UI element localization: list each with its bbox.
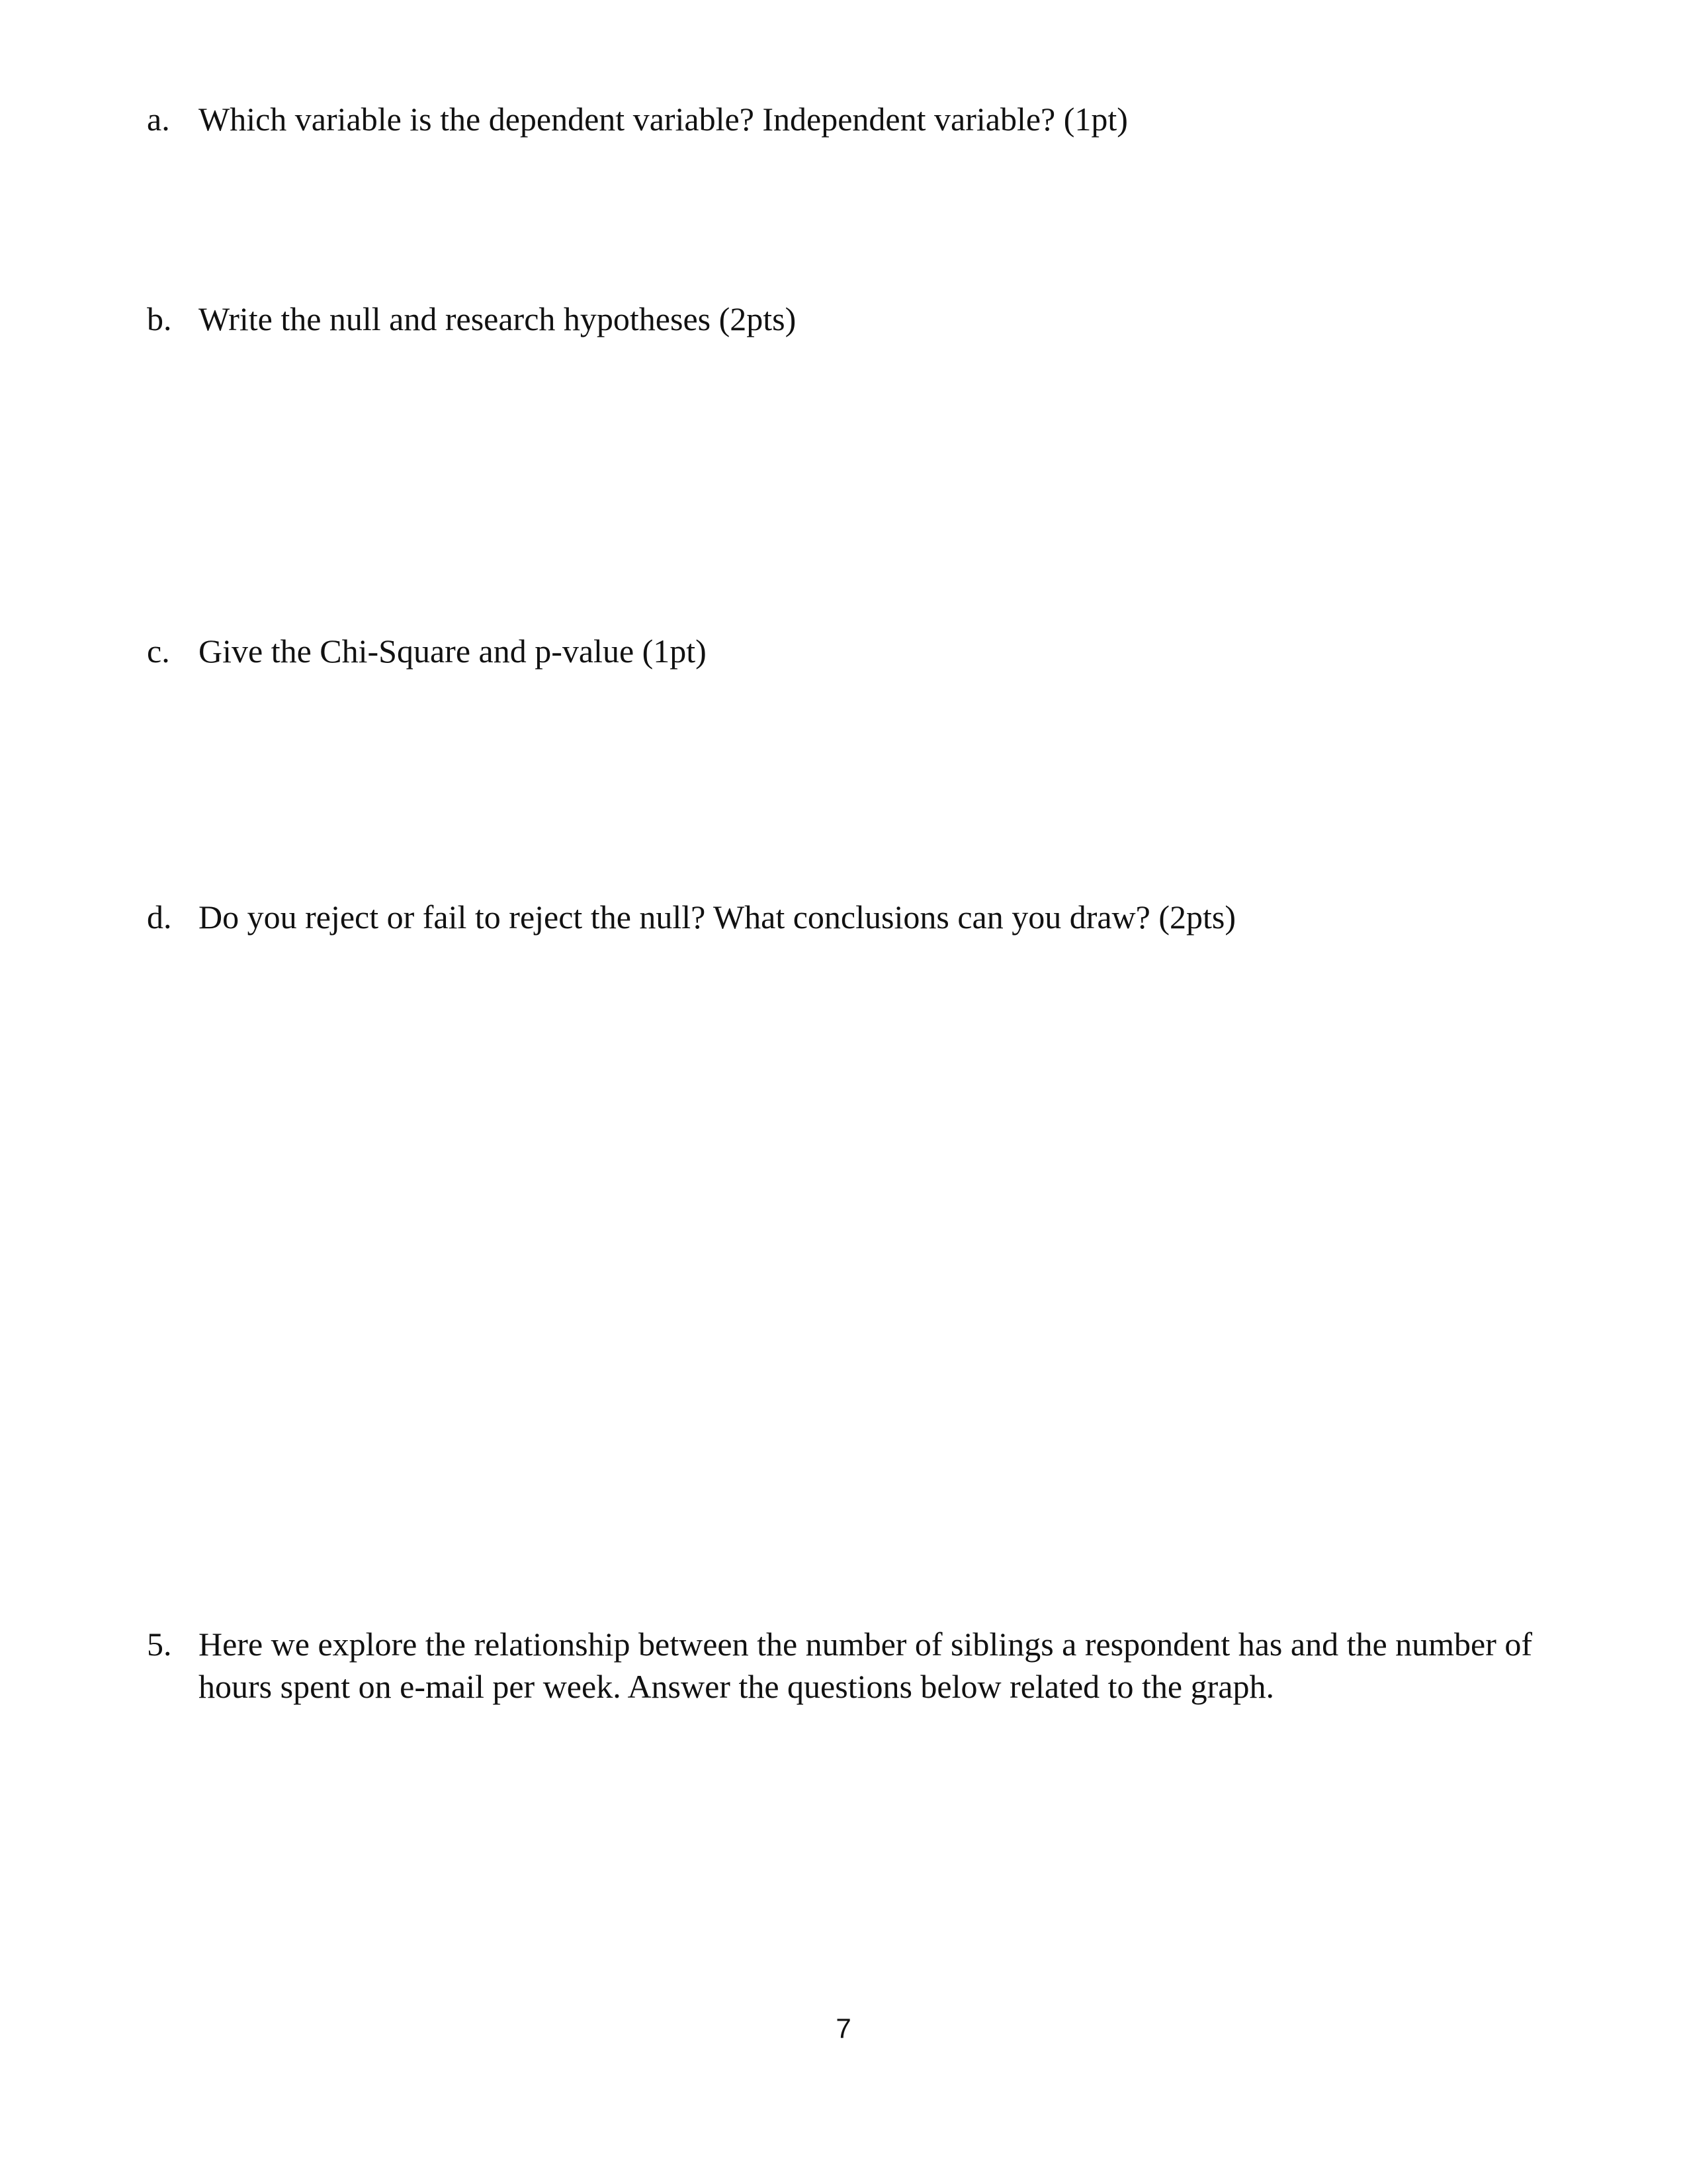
question-b-marker: b. <box>147 300 172 337</box>
question-c-marker: c. <box>147 633 170 670</box>
question-5-marker: 5. <box>147 1626 172 1663</box>
page-number: 7 <box>836 2013 851 2044</box>
question-5-line-2: hours spent on e-mail per week. Answer the questions below related to the graph. <box>198 1668 1274 1705</box>
question-5-text <box>198 1623 1575 1708</box>
question-d-text: Do you reject or fail to reject the null? What conclusions can you draw? (2pts) <box>198 898 1236 936</box>
question-a-marker: a. <box>147 101 170 138</box>
question-b-text: Write the null and research hypotheses (2pts) <box>198 300 797 337</box>
question-a-text: Which variable is the dependent variable? Independent variable? (1pt) <box>198 101 1128 138</box>
question-5-line-1: Here we explore the relationship between the number of siblings a respondent has and the number of <box>198 1626 1533 1663</box>
question-c-text: Give the Chi-Square and p-value (1pt) <box>198 633 707 670</box>
question-d-marker: d. <box>147 898 172 936</box>
